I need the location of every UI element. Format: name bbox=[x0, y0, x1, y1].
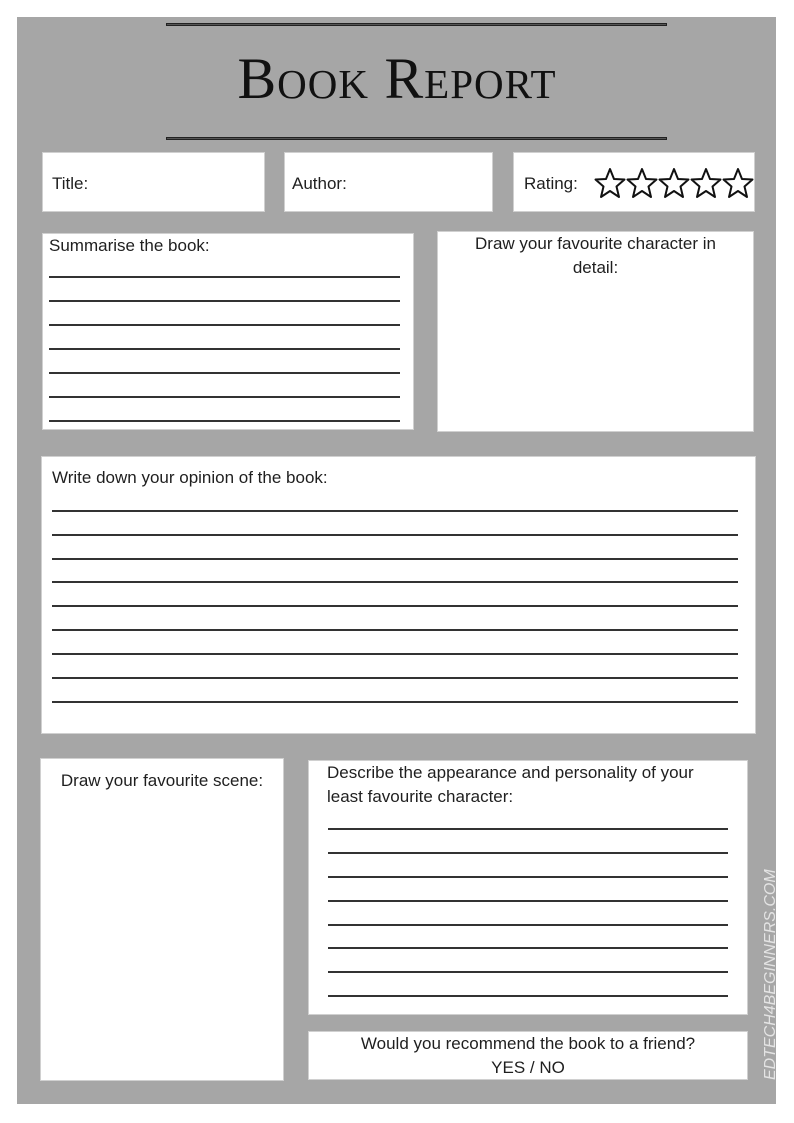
page-title: Book Report bbox=[237, 46, 557, 111]
star-outline-icon[interactable] bbox=[626, 167, 658, 199]
title-field[interactable] bbox=[42, 152, 265, 212]
title-label: Title: bbox=[52, 174, 89, 193]
summary-writing-lines bbox=[49, 234, 400, 429]
recommend-options[interactable]: YES / NO bbox=[491, 1058, 565, 1077]
star-outline-icon[interactable] bbox=[722, 167, 754, 199]
favourite-character-drawing-box[interactable] bbox=[437, 231, 754, 432]
favourite-scene-label: Draw your favourite scene: bbox=[60, 771, 264, 790]
recommend-box[interactable] bbox=[308, 1031, 748, 1080]
least-favourite-label: Describe the appearance and personality of your least favourite character: bbox=[327, 763, 694, 806]
author-field[interactable] bbox=[284, 152, 493, 212]
title-rule-top bbox=[166, 23, 667, 26]
star-outline-icon[interactable] bbox=[658, 167, 690, 199]
rating-label: Rating: bbox=[524, 174, 578, 193]
summary-label: Summarise the book: bbox=[49, 236, 210, 255]
opinion-writing-lines bbox=[52, 457, 738, 733]
summary-box[interactable] bbox=[42, 233, 414, 430]
star-outline-icon[interactable] bbox=[690, 167, 722, 199]
opinion-box[interactable] bbox=[41, 456, 756, 734]
title-rule-bottom bbox=[166, 137, 667, 140]
least-favourite-writing-lines bbox=[328, 761, 728, 1014]
favourite-scene-drawing-box[interactable] bbox=[40, 758, 284, 1081]
opinion-label: Write down your opinion of the book: bbox=[52, 468, 328, 487]
favourite-character-label: Draw your favourite character in detail: bbox=[475, 234, 716, 277]
recommend-question: Would you recommend the book to a friend? bbox=[360, 1034, 696, 1053]
rating-stars bbox=[594, 167, 754, 199]
author-label: Author: bbox=[292, 174, 347, 193]
watermark: EDTECH4BEGINNERS.COM bbox=[762, 869, 779, 1080]
least-favourite-character-box[interactable] bbox=[308, 760, 748, 1015]
star-outline-icon[interactable] bbox=[594, 167, 626, 199]
